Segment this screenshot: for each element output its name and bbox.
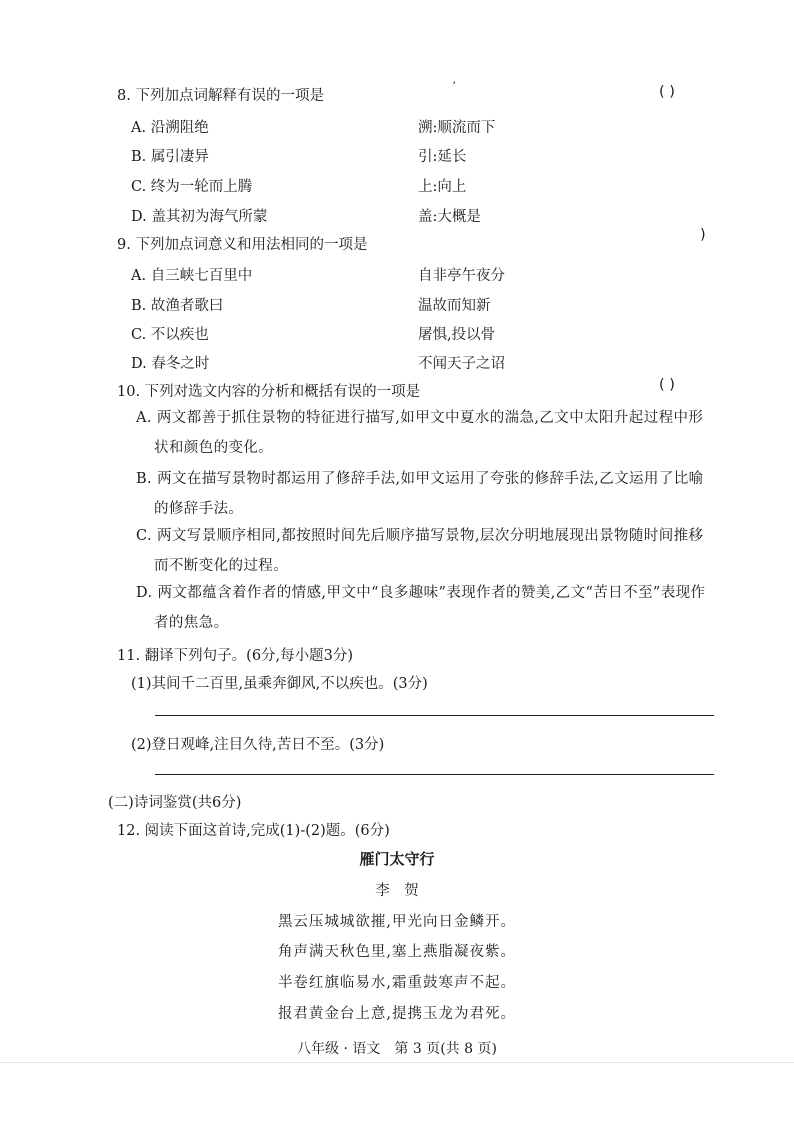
q11-answer-line-2[interactable] bbox=[155, 774, 714, 775]
q10-option-a-letter: A. bbox=[136, 410, 157, 426]
q8-option-a: A. 沿溯阻绝 bbox=[131, 120, 209, 136]
q10-option-b bbox=[136, 464, 714, 524]
poem-line-3: 半卷红旗临易水,霜重鼓寒声不起。 bbox=[277, 975, 517, 991]
q8-answer-blank: ( ) bbox=[659, 84, 675, 100]
q12-stem: 12. 阅读下面这首诗,完成(1)-(2)题。(6分) bbox=[117, 823, 390, 839]
footer-divider bbox=[0, 1062, 794, 1063]
poem-line-4: 报君黄金台上意,提携玉龙为君死。 bbox=[277, 1006, 517, 1022]
q8-option-b-gloss: 引:延长 bbox=[418, 149, 467, 165]
q10-option-d-text: 两文都蕴含着作者的情感,甲文中“良多趣味”表现作者的赞美,乙文“苦日不至”表现作者的焦急。 bbox=[154, 585, 706, 631]
q8-option-a-gloss: 溯:顺流而下 bbox=[418, 120, 496, 136]
page-footer: 八年级 · 语文 第 3 页(共 8 页) bbox=[297, 1041, 497, 1057]
q9-option-b: B. 故渔者歌曰 bbox=[131, 298, 224, 314]
q11-answer-line-1[interactable] bbox=[155, 715, 714, 716]
q9-option-c: C. 不以疾也 bbox=[131, 327, 209, 343]
q11-item-2: (2)登日观峰,注目久待,苦日不至。(3分) bbox=[131, 737, 385, 753]
q8-option-d-gloss: 盖:大概是 bbox=[418, 209, 481, 225]
q9-option-c-compare: 屠惧,投以骨 bbox=[418, 327, 496, 343]
q8-option-c: C. 终为一轮而上腾 bbox=[131, 179, 253, 195]
q10-option-d bbox=[136, 578, 714, 638]
stray-mark: ʼ bbox=[452, 80, 456, 93]
q11-stem: 11. 翻译下列句子。(6分,每小题3分) bbox=[117, 648, 354, 664]
poem-line-1: 黑云压城城欲摧,甲光向日金鳞开。 bbox=[277, 914, 517, 930]
q9-option-d-compare: 不闻天子之诏 bbox=[418, 356, 505, 372]
q10-option-b-letter: B. bbox=[136, 471, 158, 487]
q9-option-d: D. 春冬之时 bbox=[131, 356, 210, 372]
q10-option-c-letter: C. bbox=[136, 528, 157, 544]
poem-line-2: 角声满天秋色里,塞上燕脂凝夜紫。 bbox=[277, 944, 517, 960]
q10-answer-blank: ( ) bbox=[659, 377, 675, 393]
poem-title: 雁门太守行 bbox=[359, 850, 435, 868]
q8-option-d: D. 盖其初为海气所蒙 bbox=[131, 209, 268, 225]
q10-option-b-text: 两文在描写景物时都运用了修辞手法,如甲文运用了夸张的修辞手法,乙文运用了比喻的修辞手法。 bbox=[154, 471, 704, 517]
q10-option-c bbox=[136, 521, 714, 581]
q9-answer-blank: ) bbox=[700, 227, 706, 243]
q9-stem: 9. 下列加点词意义和用法相同的一项是 bbox=[117, 237, 368, 253]
q8-option-c-gloss: 上:向上 bbox=[418, 179, 467, 195]
q8-option-b: B. 属引凄异 bbox=[131, 149, 209, 165]
q10-option-a-text: 两文都善于抓住景物的特征进行描写,如甲文中夏水的湍急,乙文中太阳升起过程中形状和颜色的变化。 bbox=[154, 410, 704, 456]
q9-option-a: A. 自三峡七百里中 bbox=[131, 268, 253, 284]
q9-option-b-compare: 温故而知新 bbox=[418, 298, 491, 314]
q10-option-d-letter: D. bbox=[136, 585, 158, 601]
poem-author: 李 贺 bbox=[375, 883, 419, 899]
q10-option-a bbox=[136, 403, 714, 463]
q11-item-1: (1)其间千二百里,虽乘奔御风,不以疾也。(3分) bbox=[131, 676, 428, 692]
q10-option-c-text: 两文写景顺序相同,都按照时间先后顺序描写景物,层次分明地展现出景物随时间推移而不断变化的过程。 bbox=[154, 528, 704, 574]
q9-option-a-compare: 自非亭午夜分 bbox=[418, 268, 505, 284]
q8-stem: 8. 下列加点词解释有误的一项是 bbox=[117, 88, 324, 104]
section-heading-poetry: (二)诗词鉴赏(共6分) bbox=[108, 795, 242, 811]
q10-stem: 10. 下列对选文内容的分析和概括有误的一项是 bbox=[117, 384, 421, 400]
